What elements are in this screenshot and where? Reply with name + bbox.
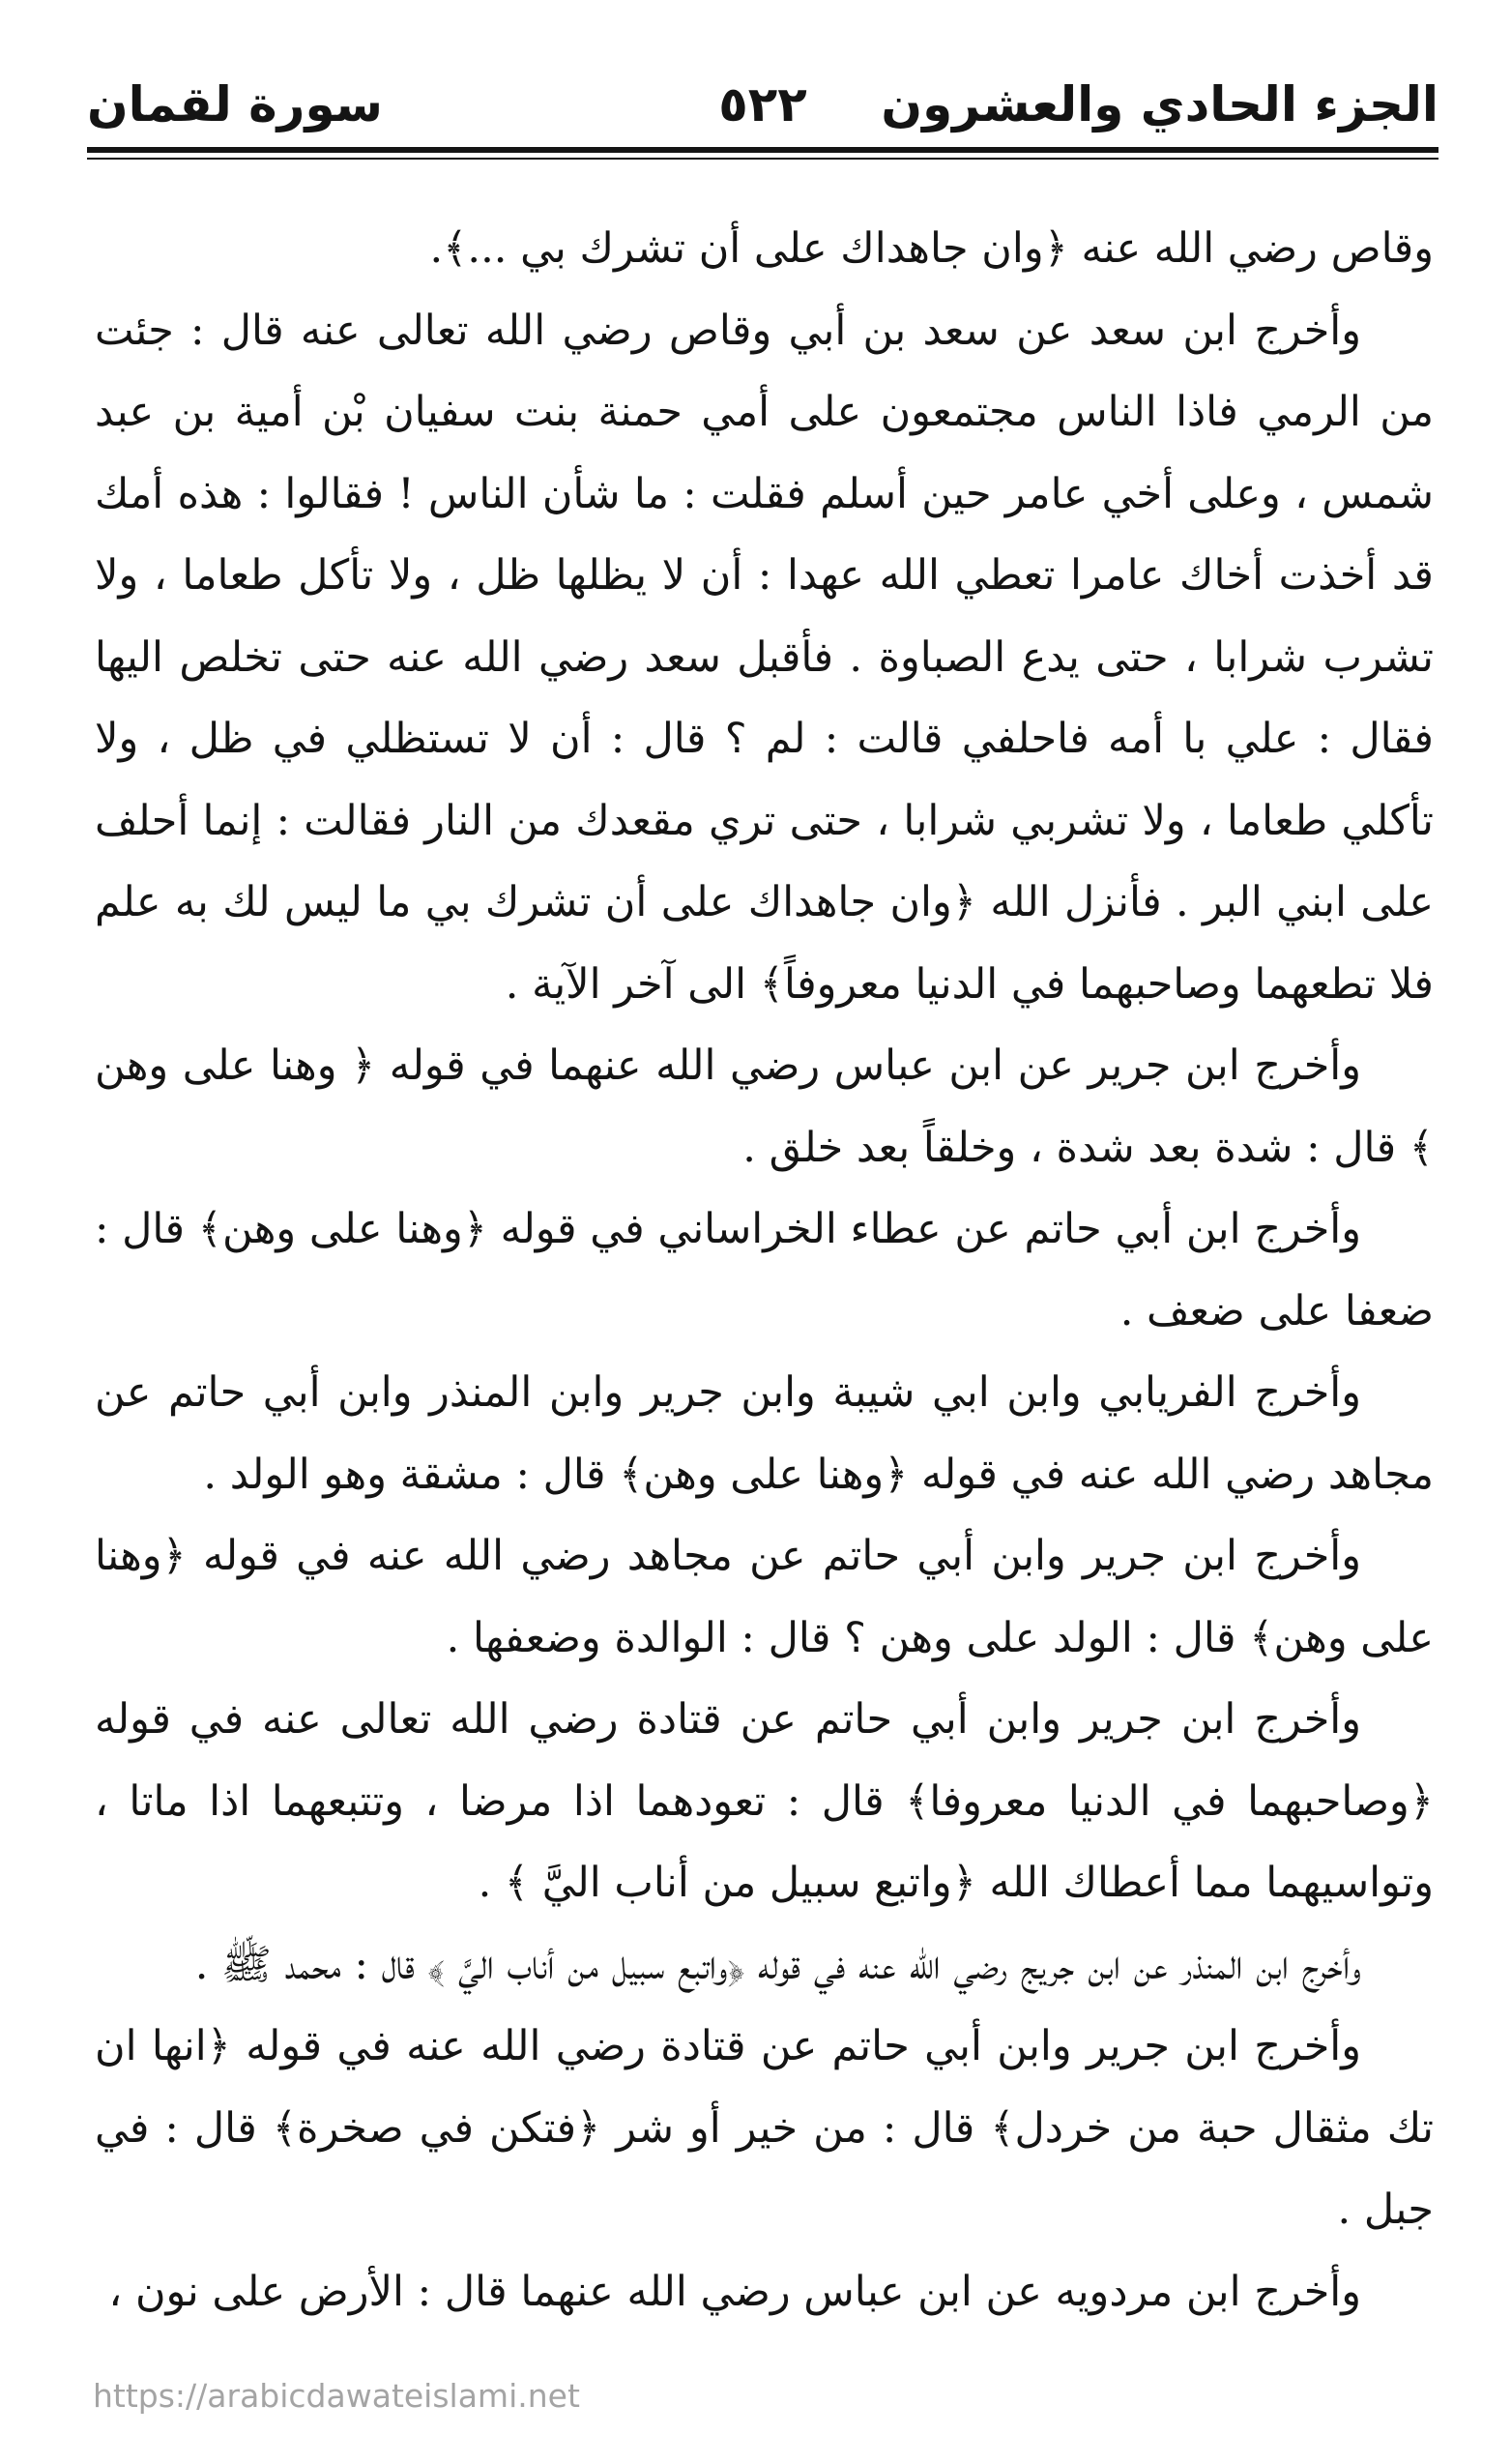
page-body [95, 208, 1434, 2332]
paragraph-1: وقاص رضي الله عنه ﴿وان جاهداك على أن تشرك بي ...﴾. [429, 224, 1434, 273]
page-header [87, 66, 1438, 143]
paragraph-3: وأخرج ابن جرير عن ابن عباس رضي الله عنهما في قوله ﴿ وهنا على وهن ﴾ قال : شدة بعد شدة ، وخلقاً بعد خلق . [95, 1041, 1434, 1172]
paragraph-10: وأخرج ابن مردويه عن ابن عباس رضي الله عنهما قال : الأرض على نون ، [108, 2267, 1361, 2316]
page-number: ٥٢٢ [718, 76, 807, 132]
paragraph-6: وأخرج ابن جرير وابن أبي حاتم عن مجاهد رضي الله عنه في قوله ﴿وهنا على وهن﴾ قال : الولد على وهن ؟ قال : الوالدة وضعفها . [95, 1532, 1434, 1662]
part-title: الجزء الحادي والعشرون [881, 76, 1438, 132]
paragraph-2: وأخرج ابن سعد عن سعد بن أبي وقاص رضي الله تعالى عنه قال : جئت من الرمي فاذا الناس مجتمعون على أمي حمنة بنت سفيان بْن أمية بن عبد شمس ، وعلى أخي عامر حين أسلم فقلت : ما شأن الناس ! فقالوا : هذه أمك قد أخذت أخاك عامرا تعطي الله عهدا : أن لا يظلها ظل ، ولا تأكل طعاما ، ولا تشرب شرابا ، حتى يدع الصباوة . فأقبل سعد رضي الله عنه حتى تخلص اليها فقال : علي با أمه فاحلفي قالت : لم ؟ قال : أن لا تستظلي في ظل ، ولا تأكلي طعاما ، ولا تشربي شرابا ، حتى تري مقعدك من النار فقالت : إنما أحلف على ابني البر . فأنزل الله ﴿وان جاهداك على أن تشرك بي ما ليس لك به علم فلا تطعهما وصاحبهما في الدنيا معروفاً﴾ الى آخر الآية . [95, 306, 1434, 1009]
header-rule-thick [87, 147, 1438, 153]
paragraph-9: وأخرج ابن جرير وابن أبي حاتم عن قتادة رضي الله عنه في قوله ﴿انها ان تك مثقال حبة من خردل﴾ قال : من خير أو شر ﴿فتكن في صخرة﴾ قال : في جبل . [95, 2022, 1434, 2234]
paragraph-7: وأخرج ابن جرير وابن أبي حاتم عن قتادة رضي الله تعالى عنه في قوله ﴿وصاحبهما في الدنيا معروفا﴾ قال : تعودهما اذا مرضا ، وتتبعهما اذا ماتا ، وتواسيهما مما أعطاك الله ﴿واتبع سبيل من أناب اليَّ ﴾ . [95, 1695, 1434, 1907]
paragraph-8: وأخرج ابن المنذر عن ابن جريج رضي الله عنه في قوله ﴿واتبع سبيل من أناب اليَّ ﴾ قال : محمد ﷺ . [194, 1940, 1361, 1989]
surah-title: سورة لقمان [87, 76, 383, 132]
header-rule-thin [87, 158, 1438, 160]
watermark-url: https://arabicdawateislami.net [93, 2377, 580, 2415]
paragraph-4: وأخرج ابن أبي حاتم عن عطاء الخراساني في قوله ﴿وهنا على وهن﴾ قال : ضعفا على ضعف . [95, 1205, 1434, 1335]
paragraph-5: وأخرج الفريابي وابن ابي شيبة وابن جرير وابن المنذر وابن أبي حاتم عن مجاهد رضي الله عنه في قوله ﴿وهنا على وهن﴾ قال : مشقة وهو الولد . [95, 1368, 1434, 1499]
